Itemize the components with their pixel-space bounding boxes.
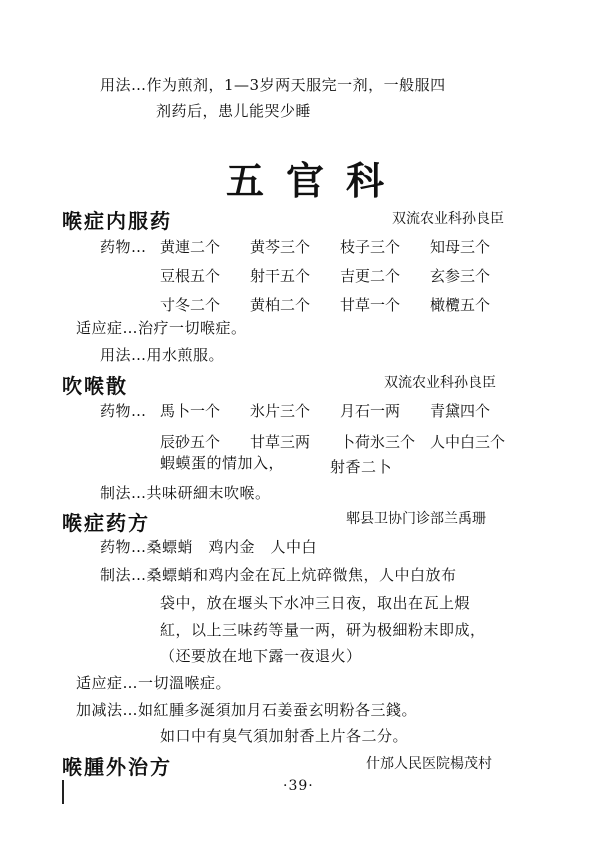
recipe-4-attribution: 什邡人民医院楊茂村 (366, 756, 492, 772)
recipe-4-heading: 喉腫外治方 (62, 755, 172, 779)
usage-line-1: 用法…作为煎剂，1—3岁两天服完一剂，一般服四 (100, 76, 446, 94)
recipe-2-method: 制法…共味研細末吹喉。 (100, 484, 271, 502)
recipe-1-attribution: 双流农业科孙良臣 (392, 211, 504, 227)
recipe-1-indication: 适应症…治疗一切喉症。 (76, 319, 247, 337)
recipe-2-attribution: 双流农业科孙良臣 (384, 375, 496, 391)
recipe-3-modify-line-1: 加减法…如紅腫多涎須加月石姜蚕玄明粉各三錢。 (76, 701, 418, 719)
recipe-3-modify-line-2: 如口中有臭气須加射香上片各二分。 (160, 727, 409, 745)
drug-item: 豆根五个 (160, 267, 221, 285)
drug-item: 知母三个 (430, 238, 491, 256)
recipe-2-drug-label: 药物… (100, 402, 147, 420)
drug-item: 黄連二个 (160, 238, 221, 256)
drug-item: 吉更二个 (340, 267, 401, 285)
recipe-2-drug-extra: 蝦蟆蛋的情加入， (160, 454, 285, 472)
drug-item: 橄欖五个 (430, 296, 491, 314)
drug-item: 甘草一个 (340, 296, 401, 314)
recipe-3-method-line-3: 紅，以上三味药等量一两，研为极細粉末即成， (160, 621, 486, 639)
drug-item: 馬卜一个 (160, 402, 221, 420)
drug-item: 枝子三个 (340, 238, 401, 256)
recipe-3-method-line-4: （还要放在地下露一夜退火） (160, 647, 362, 665)
recipe-3-heading: 喉症药方 (62, 511, 150, 535)
section-title: 五官科 (226, 158, 407, 203)
recipe-2-drug-list (160, 400, 520, 452)
drug-item: 玄参三个 (430, 267, 491, 285)
drug-item: 人中白三个 (430, 433, 506, 451)
drug-item: 黄柏二个 (250, 296, 311, 314)
recipe-3-attribution: 郫县卫协门诊部兰禹珊 (346, 511, 486, 527)
drug-item: 青黛四个 (430, 402, 491, 420)
drug-item: 甘草三两 (250, 433, 311, 451)
drug-item: 卜荷氷三个 (340, 433, 416, 451)
recipe-3-method-line-1: 制法…桑螵蛸和鸡内金在瓦上炕碎微焦，人中白放布 (100, 566, 457, 584)
recipe-1-heading: 喉症内服药 (62, 209, 172, 233)
margin-mark (62, 780, 64, 804)
drug-item: 寸冬二个 (160, 296, 221, 314)
drug-item: 氷片三个 (250, 402, 311, 420)
recipe-1-usage: 用法…用水煎服。 (100, 346, 225, 364)
recipe-3-indication: 适应症…一切溫喉症。 (76, 674, 232, 692)
drug-item: 辰砂五个 (160, 433, 221, 451)
recipe-1-drug-list (160, 236, 520, 315)
drug-item: 射干五个 (250, 267, 311, 285)
recipe-3-drugs: 药物…桑螵蛸 鸡内金 人中白 (100, 538, 318, 556)
page-number: ·39· (283, 778, 314, 794)
recipe-2-heading: 吹喉散 (62, 374, 128, 398)
recipe-2-drug-extra-2: 射香二卜 (330, 458, 393, 476)
recipe-1-drug-label: 药物… (100, 238, 147, 256)
usage-line-2: 剂药后，患儿能哭少睡 (156, 102, 312, 120)
drug-item: 月石一两 (340, 402, 401, 420)
drug-item: 黄芩三个 (250, 238, 311, 256)
recipe-3-method-line-2: 袋中，放在堰头下水冲三日夜，取出在瓦上煆 (160, 594, 471, 612)
